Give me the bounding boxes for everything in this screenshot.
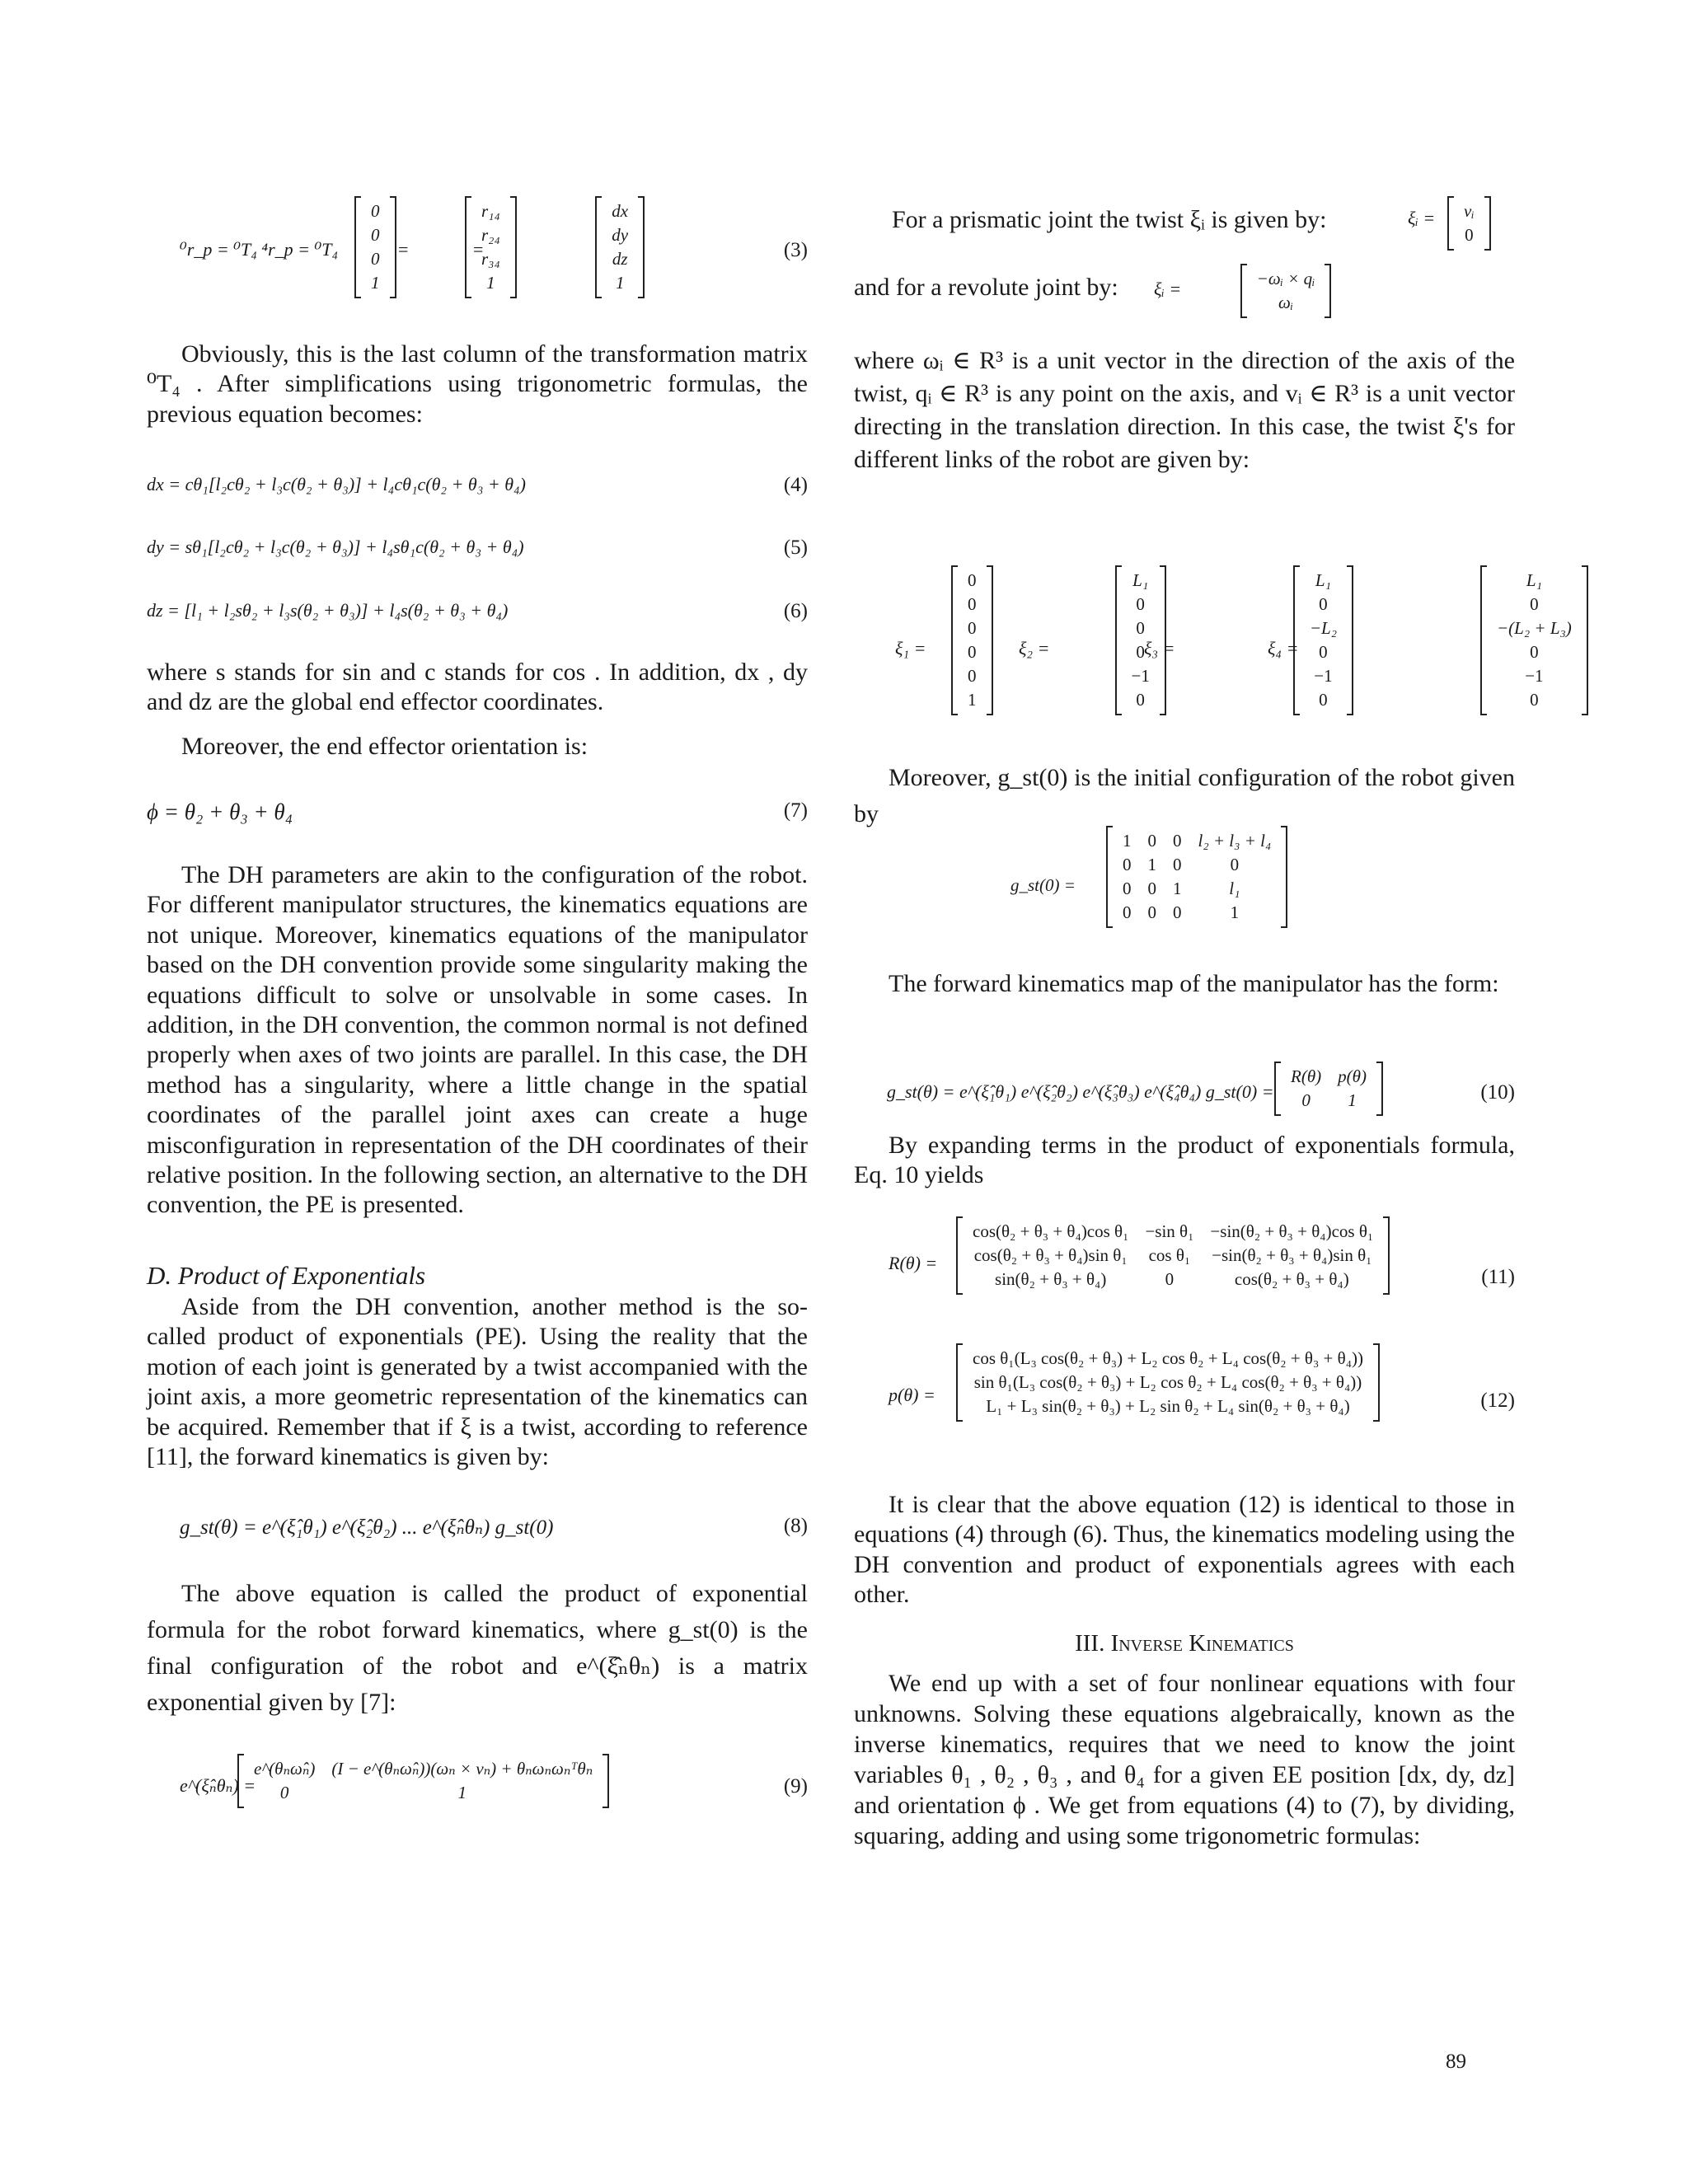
equation-11 — [854, 1218, 1515, 1325]
matrix-cell: R(θ) — [1291, 1066, 1322, 1086]
eq10-matrix — [1274, 1063, 1383, 1114]
matrix-cell: 0 — [1173, 902, 1182, 922]
matrix-cell: 1 — [457, 1783, 467, 1802]
matrix-cell: 0 — [1319, 690, 1328, 710]
matrix-cell: −sin θ₁ — [1145, 1221, 1194, 1241]
matrix-cell: −sin(θ₂ + θ₃ + θ₄)cos θ₁ — [1210, 1221, 1374, 1241]
matrix-cell: dy — [612, 225, 629, 245]
initial-configuration-matrix — [854, 827, 1515, 943]
matrix-cell: r₂₄ — [481, 225, 500, 245]
equation-number: (9) — [783, 1775, 808, 1797]
matrix-cell: sin(θ₂ + θ₃ + θ₄) — [995, 1269, 1107, 1289]
matrix-cell: −1 — [1131, 666, 1150, 686]
xi-3-label: ξ₃ = — [1144, 638, 1175, 658]
equation-number: (8) — [783, 1515, 808, 1537]
matrix-cell: −(L₂ + L₃) — [1497, 618, 1572, 638]
subsection-heading: D. Product of Exponentials — [147, 1261, 426, 1290]
matrix-cell: −1 — [1525, 666, 1544, 686]
matrix-cell: 0 — [1301, 1090, 1311, 1110]
equation-number: (6) — [783, 600, 808, 622]
equation-8 — [147, 1515, 808, 1540]
gst0-matrix — [1106, 827, 1287, 926]
matrix-cell: 0 — [1123, 855, 1132, 874]
matrix-cell: ωᵢ — [1278, 293, 1294, 312]
equation-number: (5) — [783, 537, 808, 559]
prismatic-twist-vector — [1447, 198, 1491, 249]
equation-text: dz = [l₁ + l₂sθ₂ + l₃s(θ₂ + θ₃)] + l₄s(θ₂ + θ₃ + θ₄) — [147, 600, 509, 621]
matrix-cell: dz — [612, 249, 628, 269]
matrix-cell: 0 — [968, 570, 977, 590]
equation-10 — [854, 1063, 1515, 1129]
matrix-cell: r₃₄ — [481, 249, 500, 269]
paragraph: where ωᵢ ∈ R³ is a unit vector in the direction of the axis of the twist, qᵢ ∈ R³ is any point on the axis, and vᵢ ∈ R³ is a unit vector directing in the translation direction. In this case, the twist ξ's for different links of the robot are given by: — [854, 347, 1515, 473]
paragraph: The above equation is called the product of exponential formula for the robot forward kinematics, where g_st(0) is the final configuration of the robot and e^(ξ̂ₙθₙ) is a matrix exponential given by [7]: — [147, 1580, 808, 1716]
paragraph: For a prismatic joint the twist ξᵢ is given by: — [892, 206, 1327, 233]
paragraph: where s stands for sin and c stands for cos . In addition, dx , dy and dz are the global end effector coordinates. — [147, 658, 808, 716]
twist-definitions — [854, 198, 1515, 313]
matrix-cell: 0 — [1165, 1269, 1175, 1289]
matrix-cell: 1 — [1348, 1090, 1357, 1110]
matrix-cell: l₂ + l₃ + l₄ — [1198, 831, 1272, 851]
matrix-cell: dx — [612, 201, 629, 221]
matrix-cell: 1 — [615, 273, 625, 293]
matrix-cell: 1 — [968, 690, 977, 710]
matrix-cell: 1 — [371, 273, 380, 293]
matrix-cell: 0 — [371, 201, 380, 221]
matrix-cell: l₁ — [1229, 879, 1240, 898]
matrix-cell: vᵢ — [1464, 201, 1475, 221]
paragraph: By expanding terms in the product of exponentials formula, Eq. 10 yields — [854, 1132, 1515, 1189]
matrix-cell: p(θ) — [1338, 1066, 1367, 1086]
section-heading — [854, 1630, 1515, 1657]
eq9-matrix — [237, 1755, 609, 1807]
matrix-cell: 0 — [968, 642, 977, 662]
eq12-lhs: p(θ) = — [889, 1385, 935, 1405]
eq11-matrix — [956, 1218, 1390, 1293]
eq3-lhs: ⁰r_p = ⁰T₄ ⁴r_p = ⁰T₄ — [180, 239, 339, 260]
matrix-cell: 0 — [1319, 594, 1328, 614]
paragraph: Moreover, g_st(0) is the initial configuration of the robot given by — [854, 764, 1515, 827]
matrix-cell: 0 — [1530, 642, 1539, 662]
equation-number: (10) — [1480, 1081, 1515, 1104]
matrix-cell: 0 — [1230, 855, 1240, 874]
matrix-cell: 0 — [1136, 594, 1145, 614]
matrix-cell: 0 — [371, 249, 380, 269]
matrix-cell: 0 — [968, 594, 977, 614]
equation-text: ϕ = θ₂ + θ₃ + θ₄ — [147, 799, 293, 824]
paragraph: The forward kinematics map of the manipulator has the form: — [889, 970, 1499, 997]
equals-sign: = — [398, 239, 409, 260]
matrix-cell: cos θ₁ — [1148, 1245, 1191, 1265]
matrix-cell: 0 — [371, 225, 380, 245]
equation-6 — [147, 600, 808, 621]
matrix-cell: −1 — [1314, 666, 1333, 686]
matrix-cell: 0 — [1123, 902, 1132, 922]
matrix-cell: sin θ₁(L₃ cos(θ₂ + θ₃) + L₂ cos θ₂ + L₄ cos(θ₂ + θ₃ + θ₄)) — [973, 1372, 1362, 1392]
matrix-cell: 0 — [1147, 831, 1156, 851]
matrix-cell: 0 — [968, 618, 977, 638]
matrix-cell: −sin(θ₂ + θ₃ + θ₄)sin θ₁ — [1212, 1245, 1372, 1265]
matrix-cell: 0 — [1319, 642, 1328, 662]
matrix-cell: cos(θ₂ + θ₃ + θ₄) — [1234, 1269, 1349, 1289]
matrix-cell: cos(θ₂ + θ₃ + θ₄)sin θ₁ — [973, 1245, 1128, 1265]
paragraph: We end up with a set of four nonlinear equations with four unknowns. Solving these equations algebraically, known as the inverse kinematics, requires that we need to know the joint variables θ₁ , θ₂ , θ₃ , and θ₄ for a given EE position [dx, dy, dz] and orientation ϕ . We get from equations (4) to (7), by dividing, squaring, adding and using some trigonometric formulas: — [854, 1670, 1515, 1849]
paragraph: Obviously, this is the last column of the transformation matrix ⁰T₄ . After simplifications using trigonometric formulas, the previous equation becomes: — [147, 340, 808, 428]
equation-text: g_st(θ) = e^(ξ̂₁θ₁) e^(ξ̂₂θ₂) ... e^(ξ̂ₙθₙ) g_st(0) — [180, 1516, 554, 1539]
paragraph: and for a revolute joint by: — [854, 274, 1118, 301]
page-number: 89 — [1446, 2050, 1466, 2073]
matrix-cell: L₁ — [1132, 570, 1149, 590]
equals-sign: = — [473, 239, 484, 260]
matrix-cell: 0 — [1173, 831, 1182, 851]
paragraph: Moreover, the end effector orientation is: — [181, 733, 588, 760]
revolute-twist-vector — [1240, 265, 1332, 316]
xi-i-label: ξᵢ = — [1154, 279, 1182, 299]
matrix-cell: 0 — [968, 666, 977, 686]
xi-1-vector — [951, 567, 993, 714]
gst0-lhs: g_st(0) = — [1010, 875, 1076, 895]
equation-number: (11) — [1481, 1266, 1515, 1288]
equation-9 — [147, 1755, 808, 1821]
matrix-cell: 1 — [486, 273, 495, 293]
matrix-cell: 0 — [1530, 690, 1539, 710]
matrix-cell: 1 — [1123, 831, 1132, 851]
eq3-matrix-3 — [595, 198, 645, 297]
equation-5 — [147, 537, 808, 558]
equation-text: dy = sθ₁[l₂cθ₂ + l₃c(θ₂ + θ₃)] + l₄sθ₁c(θ₂ + θ₃ + θ₄) — [147, 537, 524, 557]
matrix-cell: (I − e^(θₙω̂ₙ))(ωₙ × vₙ) + θₙωₙωₙᵀθₙ — [331, 1759, 593, 1779]
matrix-cell: −L₂ — [1309, 618, 1337, 638]
eq10-lhs: g_st(θ) = e^(ξ̂₁θ₁) e^(ξ̂₂θ₂) e^(ξ̂₃θ₃) e^(ξ̂₄θ₄) g_st(0) = — [887, 1081, 1274, 1102]
paragraph: It is clear that the above equation (12) is identical to those in equations (4) through (6). Thus, the kinematics modeling using the DH convention and product of exponentials agrees with each other. — [854, 1491, 1515, 1609]
matrix-cell: 0 — [1136, 618, 1145, 638]
matrix-cell: 0 — [1123, 879, 1132, 898]
equation-number: (7) — [783, 799, 808, 822]
eq11-lhs: R(θ) = — [889, 1253, 938, 1273]
equation-number: (12) — [1480, 1390, 1515, 1412]
equation-number: (3) — [783, 239, 808, 261]
xi-1-label: ξ₁ = — [895, 638, 926, 658]
matrix-cell: 1 — [1230, 902, 1240, 922]
matrix-cell: r₁₄ — [481, 201, 500, 221]
eq3-matrix-1 — [354, 198, 396, 297]
matrix-cell: 0 — [1136, 690, 1145, 710]
matrix-cell: 1 — [1173, 879, 1182, 898]
matrix-cell: 0 — [1147, 902, 1156, 922]
matrix-cell: 0 — [1465, 225, 1474, 245]
paragraph: The DH parameters are akin to the configuration of the robot. For different manipulator structures, the kinematics equations are not unique. Moreover, kinematics equations of the manipulator based on the DH convention provide some singularity making the equations difficult to solve or unsolvable in some cases. In addition, in the DH convention, the common normal is not defined properly when axes of two joints are parallel. In this case, the DH method has a singularity, where a little change in the spatial coordinates of the parallel joint axes can create a huge misconfiguration in representation of the DH coordinates of their relative position. In the following section, an alternative to the DH convention, the PE is presented. — [147, 861, 808, 1219]
matrix-cell: 0 — [1136, 642, 1145, 662]
equation-7 — [147, 799, 808, 825]
xi-4-vector — [1480, 567, 1588, 714]
matrix-cell: L₁ + L₃ sin(θ₂ + θ₃) + L₂ sin θ₂ + L₄ sin(θ₂ + θ₃ + θ₄) — [986, 1396, 1350, 1416]
equation-3 — [147, 198, 808, 313]
xi-2-label: ξ₂ = — [1019, 638, 1050, 658]
matrix-cell: L₁ — [1526, 570, 1542, 590]
xi-i-label: ξᵢ = — [1408, 208, 1436, 228]
matrix-cell: 0 — [1173, 855, 1182, 874]
eq12-matrix — [956, 1345, 1380, 1420]
matrix-cell: 0 — [1530, 594, 1539, 614]
xi-4-label: ξ₄ = — [1268, 638, 1299, 658]
matrix-cell: e^(θₙω̂ₙ) — [254, 1759, 316, 1779]
matrix-cell: 0 — [279, 1783, 289, 1802]
matrix-cell: 1 — [1147, 855, 1156, 874]
matrix-cell: 0 — [1147, 879, 1156, 898]
twist-vectors — [854, 567, 1572, 732]
paragraph: Aside from the DH convention, another method is the so-called product of exponentials (PE). Using the reality that the motion of each joint is generated by a twist accompanied with the joint axis, a more geometric representation of the kinematics can be acquired. Remember that if ξ is a twist, according to reference [11], the forward kinematics is given by: — [147, 1293, 808, 1471]
matrix-cell: cos θ₁(L₃ cos(θ₂ + θ₃) + L₂ cos θ₂ + L₄ cos(θ₂ + θ₃ + θ₄)) — [973, 1348, 1364, 1368]
matrix-cell: −ωᵢ × qᵢ — [1256, 269, 1315, 288]
xi-3-vector — [1293, 567, 1353, 714]
matrix-cell: cos(θ₂ + θ₃ + θ₄)cos θ₁ — [973, 1221, 1129, 1241]
eq9-lhs: e^(ξ̂ₙθₙ) = — [180, 1775, 256, 1796]
equation-text: dx = cθ₁[l₂cθ₂ + l₃c(θ₂ + θ₃)] + l₄cθ₁c(θ₂ + θ₃ + θ₄) — [147, 474, 527, 494]
section-heading-text: III. Inverse Kinematics — [1075, 1630, 1294, 1657]
equation-4 — [147, 474, 808, 495]
matrix-cell: L₁ — [1315, 570, 1331, 590]
equation-12 — [854, 1345, 1515, 1460]
equation-number: (4) — [783, 474, 808, 496]
